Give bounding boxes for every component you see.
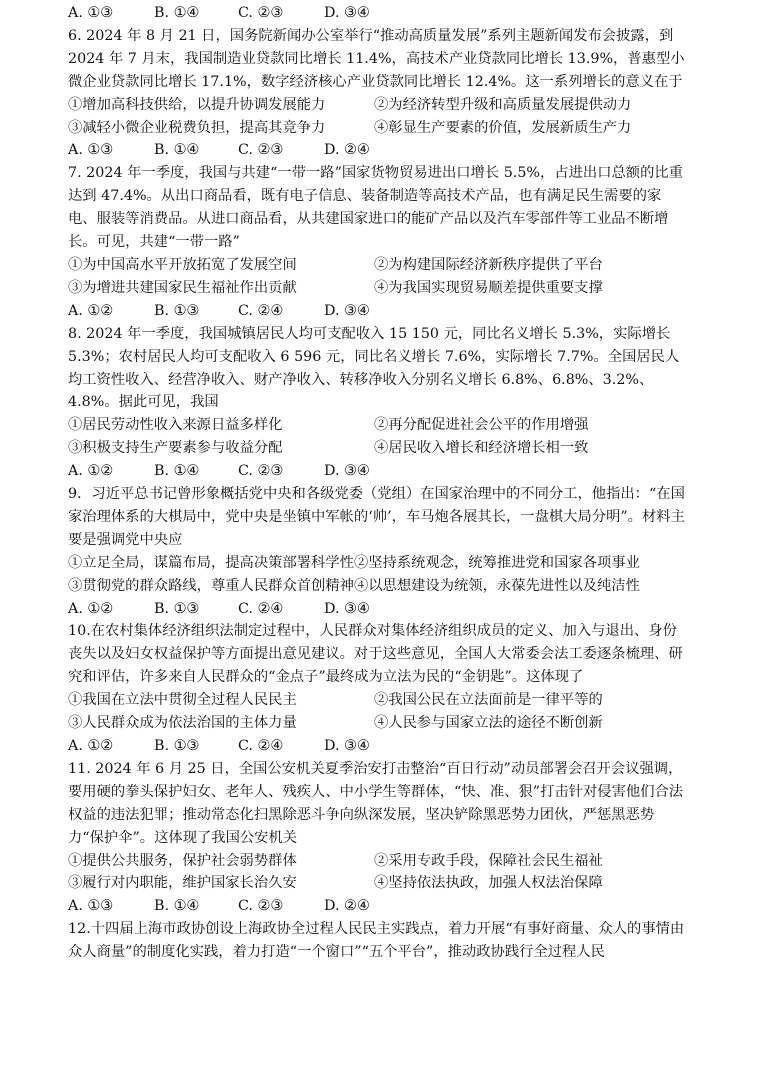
statement-3: ③人民群众成为依法治国的主体力量: [68, 715, 297, 732]
option-c[interactable]: C. ②④: [238, 738, 284, 754]
option-d[interactable]: D. ②④: [324, 898, 370, 915]
statement-line-2: [68, 575, 688, 598]
statement-4: ④坚持依法执政，加强人权法治保障: [374, 875, 603, 892]
exam-page: [68, 2, 688, 964]
statement-4: ④为我国实现贸易顺差提供重要支撑: [374, 279, 603, 296]
option-d[interactable]: D. ③④: [324, 738, 370, 754]
option-a[interactable]: A. ①②: [68, 600, 114, 617]
statement-4: ④居民收入增长和经济增长相一致: [374, 440, 589, 457]
option-c[interactable]: C. ②③: [238, 898, 284, 915]
question-12-stem: 12.十四届上海市政协创设上海政协全过程人民民主实践点，着力开展“有事好商量、众人的事情由众人商量”的制度化实践，着力打造“一个窗口”“五个平台”，推动政协践行全过程人民: [68, 921, 685, 961]
option-b[interactable]: B. ①③: [154, 302, 200, 319]
statement-4: ④以思想建设为统领，永葆先进性以及纯洁性: [353, 577, 640, 594]
option-a[interactable]: A. ①②: [68, 302, 114, 319]
option-c[interactable]: C. ②③: [238, 142, 284, 159]
question-7-stem: 7. 2024 年一季度，我国与共建“一带一路”国家货物贸易进出口增长 5.5%，占进出口总额的比重达到 47.4%。从出口商品看，既有电子信息、装备制造等高技术产品，也有满足民生需要的家电、服装等消费品。从进口商品看，从共建国家进口的能矿产品以及汽车零部件等工业品不断增长。可见，共建“一带一路”: [68, 165, 683, 251]
option-b[interactable]: B. ①④: [154, 5, 200, 21]
statement-2: ②为构建国际经济新秩序提供了平台: [374, 256, 603, 273]
option-d[interactable]: D. ②④: [324, 142, 370, 159]
question-11-options: [68, 895, 688, 918]
option-b[interactable]: B. ①④: [154, 463, 200, 480]
option-c[interactable]: C. ②③: [238, 463, 284, 480]
option-b[interactable]: B. ①③: [154, 738, 200, 754]
option-a[interactable]: A. ①③: [68, 5, 114, 21]
question-10-options: [68, 735, 688, 758]
question-6-options: [68, 139, 688, 162]
question-8-stem: 8. 2024 年一季度，我国城镇居民人均可支配收入 15 150 元，同比名义增长 5.3%，实际增长 5.3%；农村居民人均可支配收入 6 596 元，同比名义增长 7.6%，实际增长 7.7%。全国居民人均工资性收入、经营净收入、财产净收入、转移净收入分别名义增长 6.8%、6.8%、3.2%、4.8%。据此可见，我国: [68, 325, 680, 411]
statement-1: ①立足全局，谋篇布局，提高决策部署科学性: [68, 554, 354, 571]
option-c[interactable]: C. ②③: [238, 5, 284, 21]
statement-line-1: [68, 552, 688, 575]
question-9-stem: 9．习近平总书记曾形象概括党中央和各级党委（党组）在国家治理中的不同分工，他指出：“在国家治理体系的大棋局中，党中央是坐镇中军帐的‘帅’，车马炮各展其长，一盘棋大局分明”。材料主要是强调党中央应: [68, 486, 685, 548]
option-d[interactable]: D. ③④: [324, 302, 370, 319]
statement-2: ②我国公民在立法面前是一律平等的: [374, 692, 603, 709]
statement-1: ①为中国高水平开放拓宽了发展空间: [68, 256, 297, 273]
question-11: [68, 758, 688, 918]
statement-1: ①居民劳动性收入来源日益多样化: [68, 417, 283, 434]
option-a[interactable]: A. ①②: [68, 463, 114, 480]
option-b[interactable]: B. ①④: [154, 898, 200, 915]
statement-3: ③履行对内职能，维护国家长治久安: [68, 875, 297, 892]
statement-4: ④人民参与国家立法的途径不断创新: [374, 715, 603, 732]
option-d[interactable]: D. ③④: [324, 463, 370, 480]
question-12: [68, 918, 688, 964]
question-10: [68, 620, 688, 757]
question-8: [68, 323, 688, 483]
option-a[interactable]: A. ①②: [68, 738, 114, 754]
question-7-options: [68, 300, 688, 323]
statement-3: ③为增进共建国家民生福祉作出贡献: [68, 279, 297, 296]
statement-2: ②坚持系统观念，统筹推进党和国家各项事业: [353, 554, 640, 571]
statement-2: ②再分配促进社会公平的作用增强: [374, 417, 589, 434]
statement-4: ④彰显生产要素的价值，发展新质生产力: [374, 119, 632, 136]
q5-options: [68, 2, 688, 25]
option-c[interactable]: C. ②④: [238, 600, 284, 617]
option-a[interactable]: A. ①③: [68, 142, 114, 159]
statement-3: ③积极支持生产要素参与收益分配: [68, 440, 283, 457]
statement-2: ②为经济转型升级和高质量发展提供动力: [374, 96, 632, 113]
question-6-stem: 6. 2024 年 8 月 21 日，国务院新闻办公室举行“推动高质量发展”系列主题新闻发布会披露，到 2024 年 7 月末，我国制造业贷款同比增长 11.4%，高技术产业贷款同比增长 13.9%，普惠型小微企业贷款同比增长 17.1%，数字经济核心产业贷款同比增长 12.4%。这一系列增长的意义在于: [68, 27, 685, 90]
option-a[interactable]: A. ①③: [68, 898, 114, 915]
question-9-options: [68, 598, 688, 621]
option-b[interactable]: B. ①④: [154, 142, 200, 159]
statement-1: ①增加高科技供给，以提升协调发展能力: [68, 96, 326, 113]
statement-3: ③减轻小微企业税费负担，提高其竞争力: [68, 119, 326, 136]
question-11-stem: 11. 2024 年 6 月 25 日，全国公安机关夏季治安打击整治“百日行动”动员部署会召开会议强调，要用硬的拳头保护妇女、老年人、残疾人、中小学生等群体，“快、准、狠”打击针对侵害他们合法权益的违法犯罪；推动常态化扫黑除恶斗争向纵深发展，坚决铲除黑恶势力团伙，严惩黑恶势力“保护伞”。这体现了我国公安机关: [68, 760, 684, 846]
question-10-stem: 10.在农村集体经济组织法制定过程中，人民群众对集体经济组织成员的定义、加入与退出、身份丧失以及妇女权益保护等方面提出意见建议。对于这些意见，全国人大常委会法工委逐条梳理、研究和评估，许多来自人民群众的“金点子”最终成为立法为民的“金钥匙”。这体现了: [68, 623, 683, 686]
option-d[interactable]: D. ③④: [324, 5, 370, 21]
option-d[interactable]: D. ③④: [324, 600, 370, 617]
question-8-options: [68, 460, 688, 483]
statement-3: ③贯彻党的群众路线，尊重人民群众首创精神: [68, 577, 354, 594]
statement-1: ①提供公共服务，保护社会弱势群体: [68, 852, 297, 869]
question-7: [68, 162, 688, 322]
option-b[interactable]: B. ①③: [154, 600, 200, 617]
statement-2: ②采用专政手段，保障社会民生福祉: [374, 852, 603, 869]
question-6: [68, 25, 688, 162]
option-c[interactable]: C. ②④: [238, 302, 284, 319]
question-9: [68, 483, 688, 620]
statement-1: ①我国在立法中贯彻全过程人民民主: [68, 692, 297, 709]
